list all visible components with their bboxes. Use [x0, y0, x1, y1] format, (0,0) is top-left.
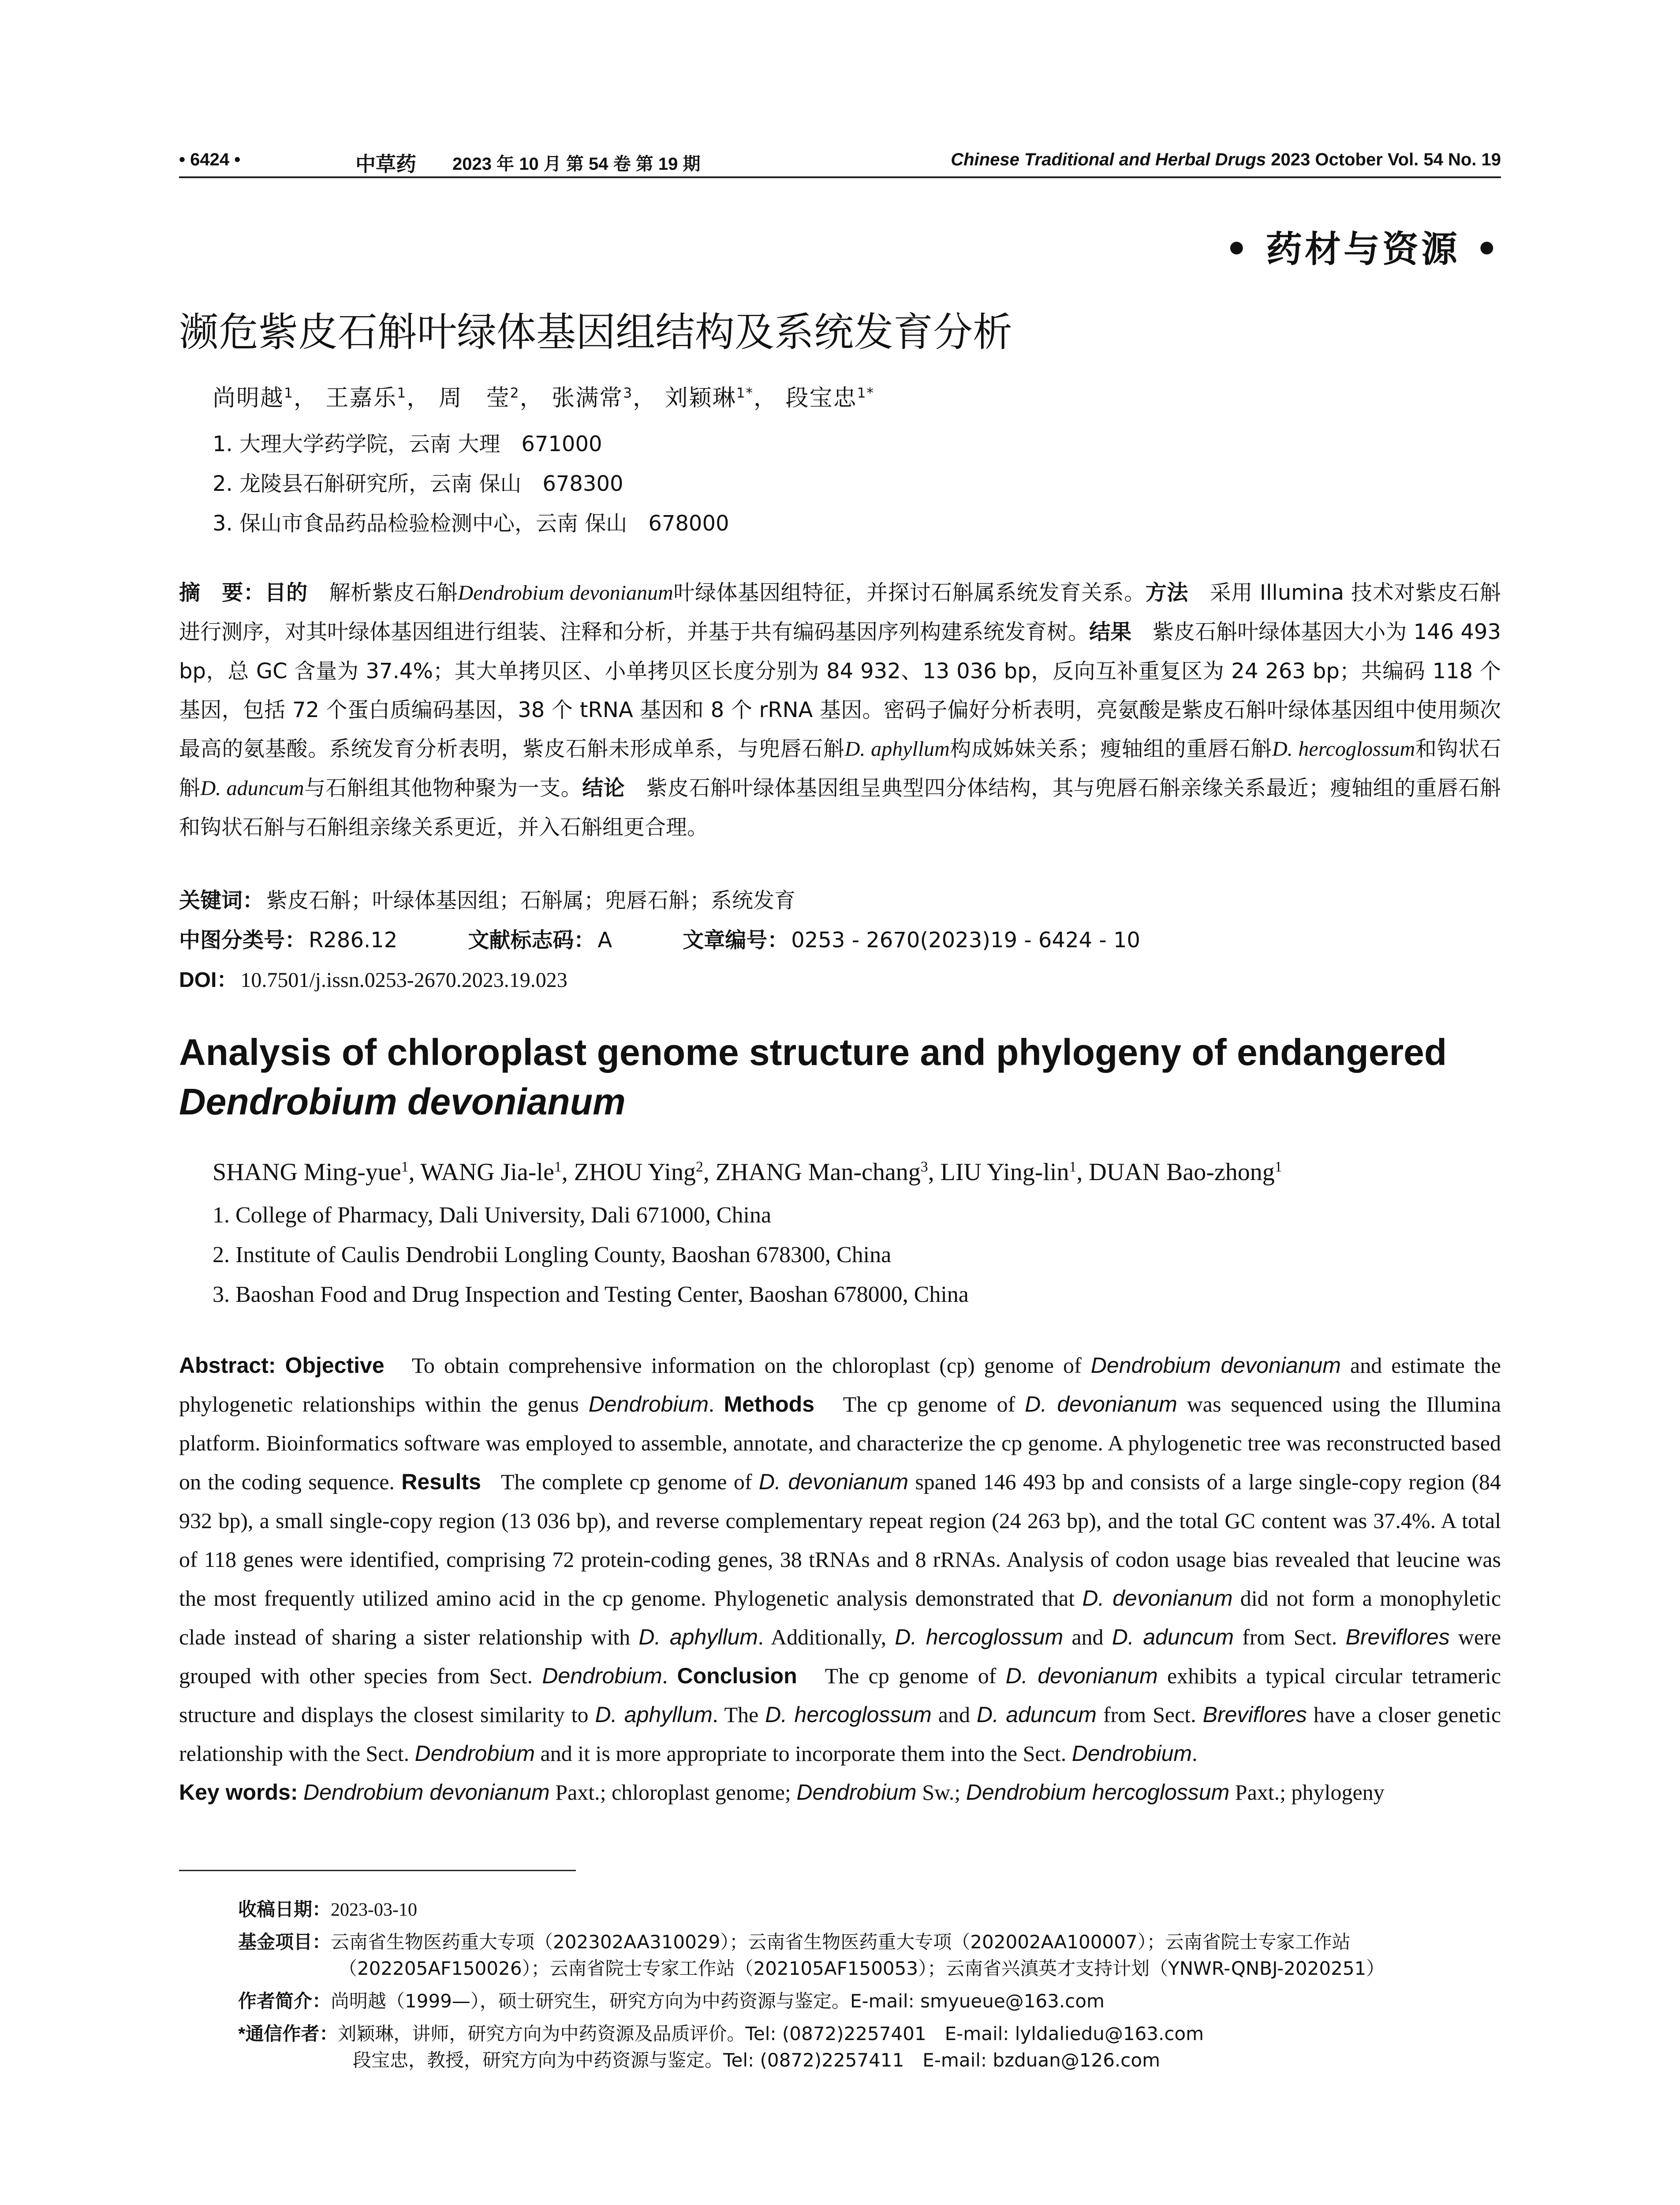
- abstract-text: The cp genome of: [825, 1663, 997, 1688]
- species-name: D. aduncum: [200, 777, 304, 800]
- author-sup: 3: [920, 1159, 928, 1175]
- doccode-label: 文献标志码：: [468, 929, 595, 952]
- keywords-text: 紫皮石斛；叶绿体基因组；石斛属；兜唇石斛；系统发育: [266, 888, 796, 913]
- cn-abstract: [179, 573, 1501, 847]
- methods-label: 方法: [1145, 581, 1189, 605]
- received-label: 收稿日期：: [238, 1899, 331, 1920]
- species-name: D. aduncum: [976, 1702, 1097, 1727]
- author-sup: 1*: [736, 385, 754, 401]
- en-affiliation-3: 3. Baoshan Food and Drug Inspection and Testing Center, Baoshan 678000, China: [213, 1282, 969, 1307]
- footnote-corresponding-2: 段宝忠，教授，研究方向为中药资源与鉴定。Tel: (0872)2257411 E-mail: bzduan@126.com: [353, 2049, 1160, 2071]
- footnote-rule: [179, 1870, 576, 1871]
- keyword: Dendrobium hercoglossum: [966, 1780, 1230, 1805]
- footnote-corresponding: [238, 2021, 1204, 2047]
- section-name: Dendrobium: [1071, 1741, 1192, 1766]
- en-abstract: Abstract: Objective To obtain comprehensive information on the chloroplast (cp) genome of Dendrobium devonianum and estimate the phylogenetic relationships within the genus Dendrobium. Methods The cp genome of D. devonianum was sequenced using the Illumina platform. Bioinformatics software was employed to assemble, annotate, and characterize the cp genome. A phylogenetic tree was reconstructed based on the coding sequence. Results The complete cp genome of D. devonianum spaned 146 493 bp and consists of a large single-copy region (84 932 bp), a small single-copy region (13 036 bp), and reverse complementary repeat region (24 263 bp), and the total GC content was 37.4%. A total of 118 genes were identified, comprising 72 protein-coding genes, 38 tRNAs and 8 rRNAs. Analysis of codon usage bias revealed that leucine was the most frequently utilized amino acid in the cp genome. Phylogenetic analysis demonstrated that D. devonianum did not form a monophyletic clade instead of sharing a sister relationship with D. aphyllum. Additionally, D. hercoglossum and D. aduncum from Sect. Breviflores were grouped with other species from Sect. Dendrobium. Conclusion The cp genome of D. devonianum exhibits a typical circular tetrameric structure and displays the closest similarity to D. aphyllum. The D. hercoglossum and D. aduncum from Sect. Breviflores have a closer genetic relationship with the Sect. Dendrobium and it is more appropriate to incorporate them into the Sect. Dendrobium. Key words: Dendrobium devonianum Paxt.; chloroplast genome; Dendrobium Sw.; Dendrobium hercoglossum Paxt.; phylogeny: [179, 1353, 1501, 1805]
- author: 尚明越: [213, 385, 284, 411]
- cn-classification: [179, 926, 1140, 955]
- english-title-main: Analysis of chloroplast genome structure and phylogeny of endangered: [179, 1031, 1447, 1073]
- corr-label: *通信作者：: [238, 2023, 338, 2044]
- methods-label: Methods: [724, 1392, 814, 1416]
- cn-abstract-label: 摘 要：: [179, 581, 265, 605]
- abstract-text: and it is more appropriate to incorporate them into the Sect.: [540, 1741, 1067, 1766]
- species-name: D. hercoglossum: [765, 1702, 932, 1727]
- author-sup: 2: [510, 385, 520, 401]
- author: ZHANG Man-chang: [715, 1159, 921, 1186]
- issue-cn: 2023 年 10 月 第 54 卷 第 19 期: [452, 154, 701, 174]
- keyword: Dendrobium: [796, 1780, 917, 1805]
- author-sup: 1: [397, 385, 407, 401]
- footnote-fund: [238, 1929, 1351, 1955]
- cn-doi: [179, 966, 567, 994]
- abstract-text: and estimate the phylogenetic relationships within the genus: [179, 1353, 1501, 1416]
- objective-label: 目的: [265, 581, 308, 605]
- author: 张满常: [552, 385, 623, 411]
- abstract-text: The cp genome of: [843, 1392, 1015, 1416]
- clc-value: R286.12: [309, 928, 398, 953]
- articleno-label: 文章编号：: [683, 929, 789, 952]
- journal-name-cn: 中草药: [355, 152, 416, 176]
- species-name: D. aduncum: [1112, 1625, 1234, 1649]
- keyword: Dendrobium devonianum: [303, 1780, 550, 1805]
- abstract-text: and: [938, 1702, 970, 1727]
- species-name: D. aphyllum: [844, 737, 950, 761]
- species-name: D. hercoglossum: [895, 1625, 1064, 1649]
- journal-name-en: Chinese Traditional and Herbal Drugs: [951, 150, 1266, 169]
- corr-text: 刘颖琳，讲师，研究方向为中药资源及品质评价。Tel: (0872)2257401 E-mail: lyldaliedu@163.com: [338, 2023, 1204, 2044]
- english-title-species: Dendrobium devonianum: [179, 1081, 626, 1122]
- received-date: 2023-03-10: [331, 1900, 417, 1920]
- abstract-text: were grouped with other species from Sect.: [179, 1625, 1501, 1688]
- chinese-authors: 尚明越$^1$， 王嘉乐$^1$， 周 莹$^2$， 张满常$^3$， 刘颖琳$^{1*}$， 段宝忠$^{1*}$: [213, 385, 874, 411]
- abstract-text: 构成姊妹关系；瘦轴组的重唇石斛: [949, 736, 1272, 761]
- bio-text: 尚明越（1999—），硕士研究生，研究方向为中药资源与鉴定。E-mail: smyueue@163.com: [331, 1990, 1105, 2012]
- species-name: D. hercoglossum: [1272, 737, 1415, 761]
- abstract-text: The: [724, 1702, 759, 1727]
- cn-keywords: [179, 886, 795, 915]
- footnote-fund-cont: （202205AF150026）；云南省院士专家工作站（202105AF150053）；云南省兴滇英才支持计划（YNWR-QNBJ-2020251）: [339, 1958, 1385, 1979]
- en-affiliation-2: 2. Institute of Caulis Dendrobii Longling County, Baoshan 678300, China: [213, 1242, 892, 1267]
- species-name: D. devonianum: [1005, 1663, 1158, 1688]
- author: 王嘉乐: [325, 385, 397, 411]
- abstract-text: was sequenced using the Illumina platform. Bioinformatics software was employed to assemble, annotate, and characterize the cp genome. A phylogenetic tree was reconstructed based on the coding sequence.: [179, 1392, 1501, 1494]
- author: 刘颖琳: [665, 385, 736, 411]
- bio-label: 作者简介：: [238, 1991, 331, 2011]
- section-name: Breviflores: [1202, 1702, 1307, 1727]
- keyword: Paxt.; phylogeny: [1235, 1780, 1385, 1805]
- genus-name: Dendrobium: [588, 1392, 709, 1416]
- species-name: D. aphyllum: [638, 1625, 758, 1649]
- abstract-text: To obtain comprehensive information on the chloroplast (cp) genome of: [411, 1353, 1082, 1378]
- cn-affiliation-3: 3. 保山市食品药品检验检测中心，云南 保山 678000: [213, 511, 729, 536]
- abstract-text: 紫皮石斛叶绿体基因组呈典型四分体结构，其与兜唇石斛亲缘关系最近；瘦轴组的重唇石斛和钩状石斛与石斛组亲缘关系更近，并入石斛组更合理。: [179, 776, 1501, 840]
- author-sup: 3: [623, 385, 633, 401]
- conclusion-label: Conclusion: [677, 1663, 797, 1688]
- abstract-text: have a closer genetic relationship with the Sect.: [179, 1702, 1501, 1766]
- articleno-value: 0253 - 2670(2023)19 - 6424 - 10: [791, 928, 1140, 953]
- abstract-text: 采用 Illumina 技术对紫皮石斛进行测序，对其叶绿体基因组进行组装、注释和分析，并基于共有编码基因序列构建系统发育树。: [179, 580, 1501, 644]
- abstract-text: 叶绿体基因组特征，并探讨石斛属系统发育关系。: [673, 580, 1146, 605]
- cn-affiliation-1: 1. 大理大学药学院，云南 大理 671000: [213, 432, 602, 456]
- issue-en-text: 2023 October Vol. 54 No. 19: [1271, 150, 1501, 169]
- species-name: Dendrobium devonianum: [458, 581, 673, 605]
- author: WANG Jia-le: [420, 1159, 554, 1186]
- abstract-text: from Sect.: [1242, 1625, 1337, 1649]
- column-tag: • 药材与资源 •: [1225, 228, 1501, 270]
- fund-text: 云南省生物医药重大专项（202302AA310029）；云南省生物医药重大专项（202002AA100007）；云南省院士专家工作站: [331, 1931, 1351, 1953]
- objective-label: Objective: [285, 1353, 385, 1378]
- species-name: D. devonianum: [758, 1469, 908, 1494]
- author-sup: 1*: [857, 385, 874, 401]
- fund-label: 基金项目：: [238, 1932, 331, 1952]
- abstract-text: spaned 146 493 bp and consists of a large single-copy region (84 932 bp), a small single-copy region (13 036 bp), and reverse complementary repeat region (24 263 bp), and the total GC content was 37.4%. A total of 118 genes were identified, comprising 72 protein-coding genes, 38 tRNAs and 8 rRNAs. Analysis of codon usage bias revealed that leucine was the most frequently utilized amino acid in the cp genome. Phylogenetic analysis demonstrated that: [179, 1469, 1501, 1611]
- doi-label: DOI：: [179, 968, 238, 992]
- author-sup: 1: [1274, 1159, 1282, 1175]
- keywords-label: Key words:: [179, 1780, 298, 1805]
- abstract-text: and: [1071, 1625, 1104, 1649]
- abstract-text: exhibits a typical circular tetrameric structure and displays the closest similarity to: [179, 1663, 1501, 1727]
- author-sup: 1: [554, 1159, 562, 1175]
- abstract-text: 解析紫皮石斛: [329, 580, 458, 605]
- abstract-text: Additionally,: [771, 1625, 887, 1649]
- clc-label: 中图分类号：: [179, 929, 306, 952]
- abstract-text: 和钩状石斛: [179, 736, 1501, 800]
- author: 周 莹: [438, 385, 510, 411]
- english-authors: SHANG Ming-yue$^1$, WANG Jia-$le^1$, ZHOU Ying$^2$, ZHANG Man-chang$^3$, LIU Ying-lin$^1$, DUAN Bao-zhong$^1$: [213, 1159, 1282, 1186]
- species-name: Dendrobium devonianum: [1090, 1353, 1341, 1378]
- author-sup: 1: [1069, 1159, 1077, 1175]
- abstract-text: from Sect.: [1103, 1702, 1196, 1727]
- results-label: Results: [401, 1469, 481, 1494]
- author-sup: 1: [284, 385, 294, 401]
- doccode-value: A: [597, 928, 612, 953]
- keyword: Sw.;: [922, 1780, 961, 1805]
- author: DUAN Bao-zhong: [1089, 1159, 1275, 1186]
- species-name: D. devonianum: [1025, 1392, 1177, 1416]
- keywords-label: 关键词：: [179, 889, 264, 912]
- english-title: [179, 1028, 1501, 1126]
- species-name: D. devonianum: [1082, 1586, 1233, 1611]
- author-sup: 1: [401, 1159, 409, 1175]
- doi-value: 10.7501/j.issn.0253-2670.2023.19.023: [240, 968, 567, 992]
- author: 段宝忠: [785, 385, 857, 411]
- footnote-received: [238, 1896, 417, 1923]
- author: LIU Ying-lin: [940, 1159, 1069, 1186]
- author: SHANG Ming-yue: [213, 1159, 401, 1186]
- conclusion-label: 结论: [582, 777, 625, 800]
- cn-affiliation-2: 2. 龙陵县石斛研究所，云南 保山 678300: [213, 471, 623, 496]
- section-name: Dendrobium: [414, 1741, 535, 1766]
- issue-en: [951, 150, 1501, 170]
- section-name: Dendrobium: [542, 1663, 662, 1688]
- author-sup: 2: [695, 1159, 703, 1175]
- section-name: Breviflores: [1345, 1625, 1450, 1649]
- author: ZHOU Ying: [574, 1159, 696, 1186]
- keyword: Paxt.; chloroplast genome;: [555, 1780, 791, 1805]
- en-affiliation-1: 1. College of Pharmacy, Dali University, Dali 671000, China: [213, 1203, 772, 1228]
- results-label: 结果: [1089, 620, 1132, 644]
- running-header: [179, 146, 1501, 179]
- abstract-text: The complete cp genome of: [501, 1469, 752, 1494]
- en-abstract-label: Abstract:: [179, 1353, 276, 1378]
- page-number: • 6424 •: [179, 150, 241, 169]
- abstract-text: 与石斛组其他物种聚为一支。: [304, 776, 582, 800]
- header-rule: [179, 176, 1501, 178]
- species-name: D. aphyllum: [595, 1702, 713, 1727]
- abstract-text: did not form a monophyletic clade instead of sharing a sister relationship with: [179, 1586, 1501, 1649]
- abstract-text: 紫皮石斛叶绿体基因大小为 146 493 bp，总 GC 含量为 37.4%；其大单拷贝区、小单拷贝区长度分别为 84 932、13 036 bp，反向互补重复区为 24 263 bp；共编码 118 个基因，包括 72 个蛋白质编码基因，38 个 tRNA 基因和 8 个 rRNA 基因。密码子偏好分析表明，亮氨酸是紫皮石斛叶绿体基因组中使用频次最高的氨基酸。系统发育分析表明，紫皮石斛未形成单系，与兜唇石斛: [179, 620, 1501, 761]
- chinese-title: 濒危紫皮石斛叶绿体基因组结构及系统发育分析: [179, 309, 1012, 355]
- footnote-bio: [238, 1988, 1105, 2014]
